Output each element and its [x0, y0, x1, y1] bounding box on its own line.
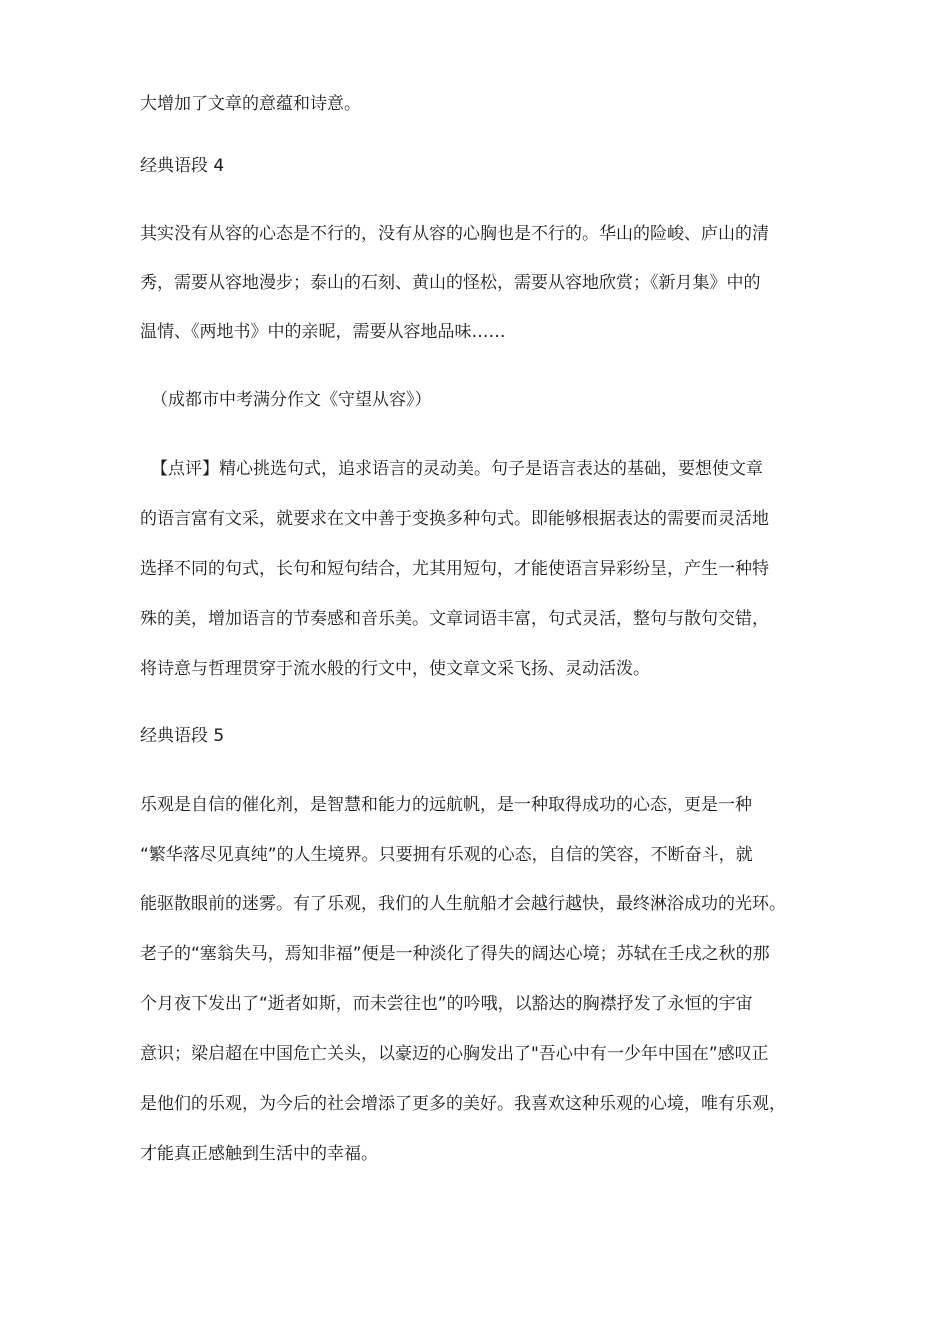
paragraph-line: 温情、《两地书》中的亲昵，需要从容地品味……: [140, 322, 506, 342]
paragraph-line: 老子的“塞翁失马，焉知非福”便是一种淡化了得失的阔达心境；苏轼在壬戌之秋的那: [140, 944, 770, 964]
paragraph-line: “繁华落尽见真纯”的人生境界。只要拥有乐观的心态，自信的笑容，不断奋斗，就: [140, 845, 753, 865]
source-citation: （成都市中考满分作文《守望从容》）: [151, 390, 432, 410]
paragraph-line: 秀，需要从容地漫步；泰山的石刻、黄山的怪松，需要从容地欣赏；《新月集》中的: [140, 273, 761, 293]
paragraph-line: 个月夜下发出了“逝者如斯，而未尝往也”的吟哦，以豁达的胸襟抒发了永恒的宇宙: [140, 994, 753, 1014]
paragraph-line: 才能真正感触到生活中的幸福。: [140, 1144, 378, 1164]
comment-line: 选择不同的句式，长句和短句结合，尤其用短句，才能使语言异彩纷呈，产生一种特: [140, 559, 769, 579]
paragraph-line: 是他们的乐观，为今后的社会增添了更多的美好。我喜欢这种乐观的心境，唯有乐观，: [140, 1094, 786, 1114]
comment-line: 的语言富有文采，就要求在文中善于变换多种句式。即能够根据表达的需要而灵活地: [140, 509, 769, 529]
section-heading-5: 经典语段 5: [140, 726, 225, 746]
paragraph-line: 能驱散眼前的迷雾。有了乐观，我们的人生航船才会越行越快，最终淋浴成功的光环。: [140, 894, 786, 914]
comment-line: 殊的美，增加语言的节奏感和音乐美。文章词语丰富，句式灵活，整句与散句交错，: [140, 609, 769, 629]
paragraph-line: 其实没有从容的心态是不行的，没有从容的心胸也是不行的。华山的险峻、庐山的清: [140, 224, 769, 244]
comment-line: 将诗意与哲理贯穿于流水般的行文中，使文章文采飞扬、灵动活泼。: [140, 659, 650, 679]
section-heading-4: 经典语段 4: [140, 156, 225, 176]
paragraph-line: 乐观是自信的催化剂，是智慧和能力的远航帆，是一种取得成功的心态，更是一种: [140, 795, 752, 815]
comment-line: 【点评】精心挑选句式，追求语言的灵动美。句子是语言表达的基础，要想使文章: [151, 459, 763, 479]
paragraph-line: 意识；梁启超在中国危亡关头，以豪迈的心胸发出了"吾心中有一少年中国在”感叹正: [140, 1044, 769, 1064]
paragraph-line: 大增加了文章的意蕴和诗意。: [140, 94, 361, 114]
